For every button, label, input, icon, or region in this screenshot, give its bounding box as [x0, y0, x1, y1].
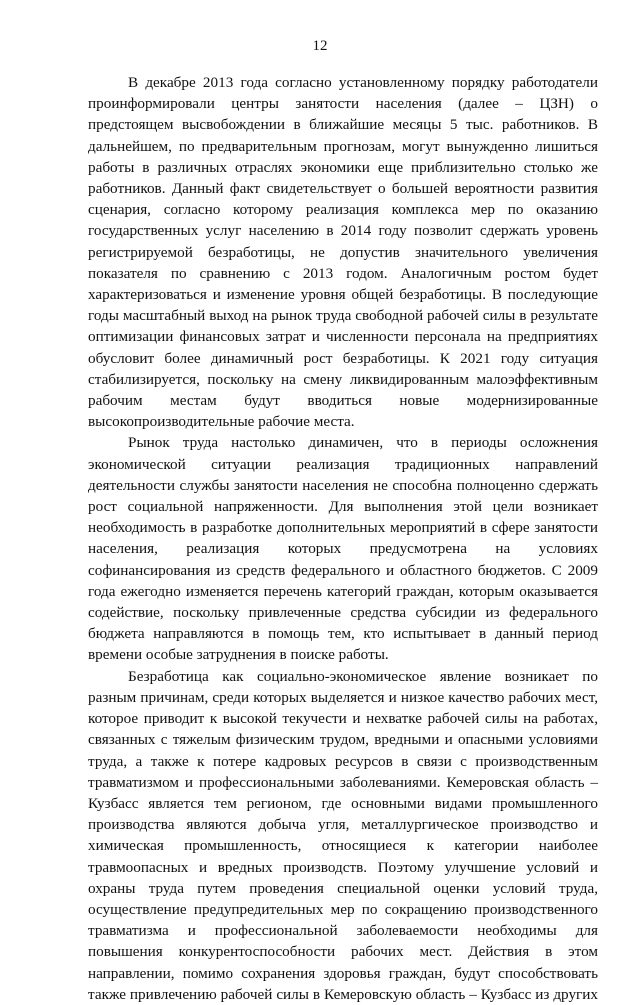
- paragraph-labor-market-dynamics: Рынок труда настолько динамичен, что в периоды осложнения экономической ситуации реализация традиционных направлений деятельности службы занятости населения не способна полноценно сдержать рост социальной напряженности. Для выполнения этой цели возникает необходимость в разработке дополнительных мероприятий в сфере занятости населения, реализация которых предусмотрена на условиях софинансирования из средств федерального и областного бюджетов. С 2009 года ежегодно изменяется перечень категорий граждан, которым оказывается содействие, поскольку привлеченные средства субсидии из федерального бюджета направляются в помощь тем, кто испытывает в данный период времени особые затруднения в поиске работы.: [88, 434, 598, 664]
- paragraph-unemployment-forecast: В декабре 2013 года согласно установленному порядку работодатели проинформировали центры занятости населения (далее – ЦЗН) о предстоящем высвобождении в ближайшие месяцы 5 тыс. работников. В дальнейшем, по предварительным прогнозам, могут вынужденно лишиться работы в различных отраслях экономики еще приблизительно столько же работников. Данный факт свидетельствует о большей вероятности развития сценария, согласно которому реализация комплекса мер по оказанию государственных услуг населению в 2014 году позволит сдержать уровень регистрируемой безработицы, не допустив значительного увеличения показателя по сравнению с 2013 годом. Аналогичным ростом будет характеризоваться и изменение уровня общей безработицы. В последующие годы масштабный выход на рынок труда свободной рабочей силы в результате оптимизации финансовых затрат и численности персонала на предприятиях обусловит более динамичный рост безработицы. К 2021 году ситуация стабилизируется, поскольку на смену ликвидированным малоэффективным рабочим местам будут вводиться новые модернизированные высокопроизводительные рабочие места.: [88, 74, 598, 431]
- paragraph-workplace-quality: Безработица как социально-экономическое явление возникает по разным причинам, среди которых выделяется и низкое качество рабочих мест, которое приводит к высокой текучести и нехватке рабочей силы на работах, связанных с тяжелым физическим трудом, вредными и опасными условиями труда, а также к потере кадровых ресурсов в связи с производственным травматизмом и профессиональными заболеваниями. Кемеровская область – Кузбасс является тем регионом, где основными видами промышленного производства являются добыча угля, металлургическое производство и химическая промышленность, относящиеся к категории наиболее травмоопасных и вредных производств. Поэтому улучшение условий и охраны труда путем проведения специальной оценки условий труда, осуществление предупредительных мер по сокращению производственного травматизма и профессиональной заболеваемости необходимы для повышения конкурентоспособности рабочих мест. Действия в этом направлении, помимо сохранения здоровья граждан, будут способствовать также привлечению рабочей силы в Кемеровскую область – Кузбасс из других: [88, 667, 598, 1003]
- page-number: 12: [312, 38, 328, 54]
- document-body: [88, 72, 598, 1005]
